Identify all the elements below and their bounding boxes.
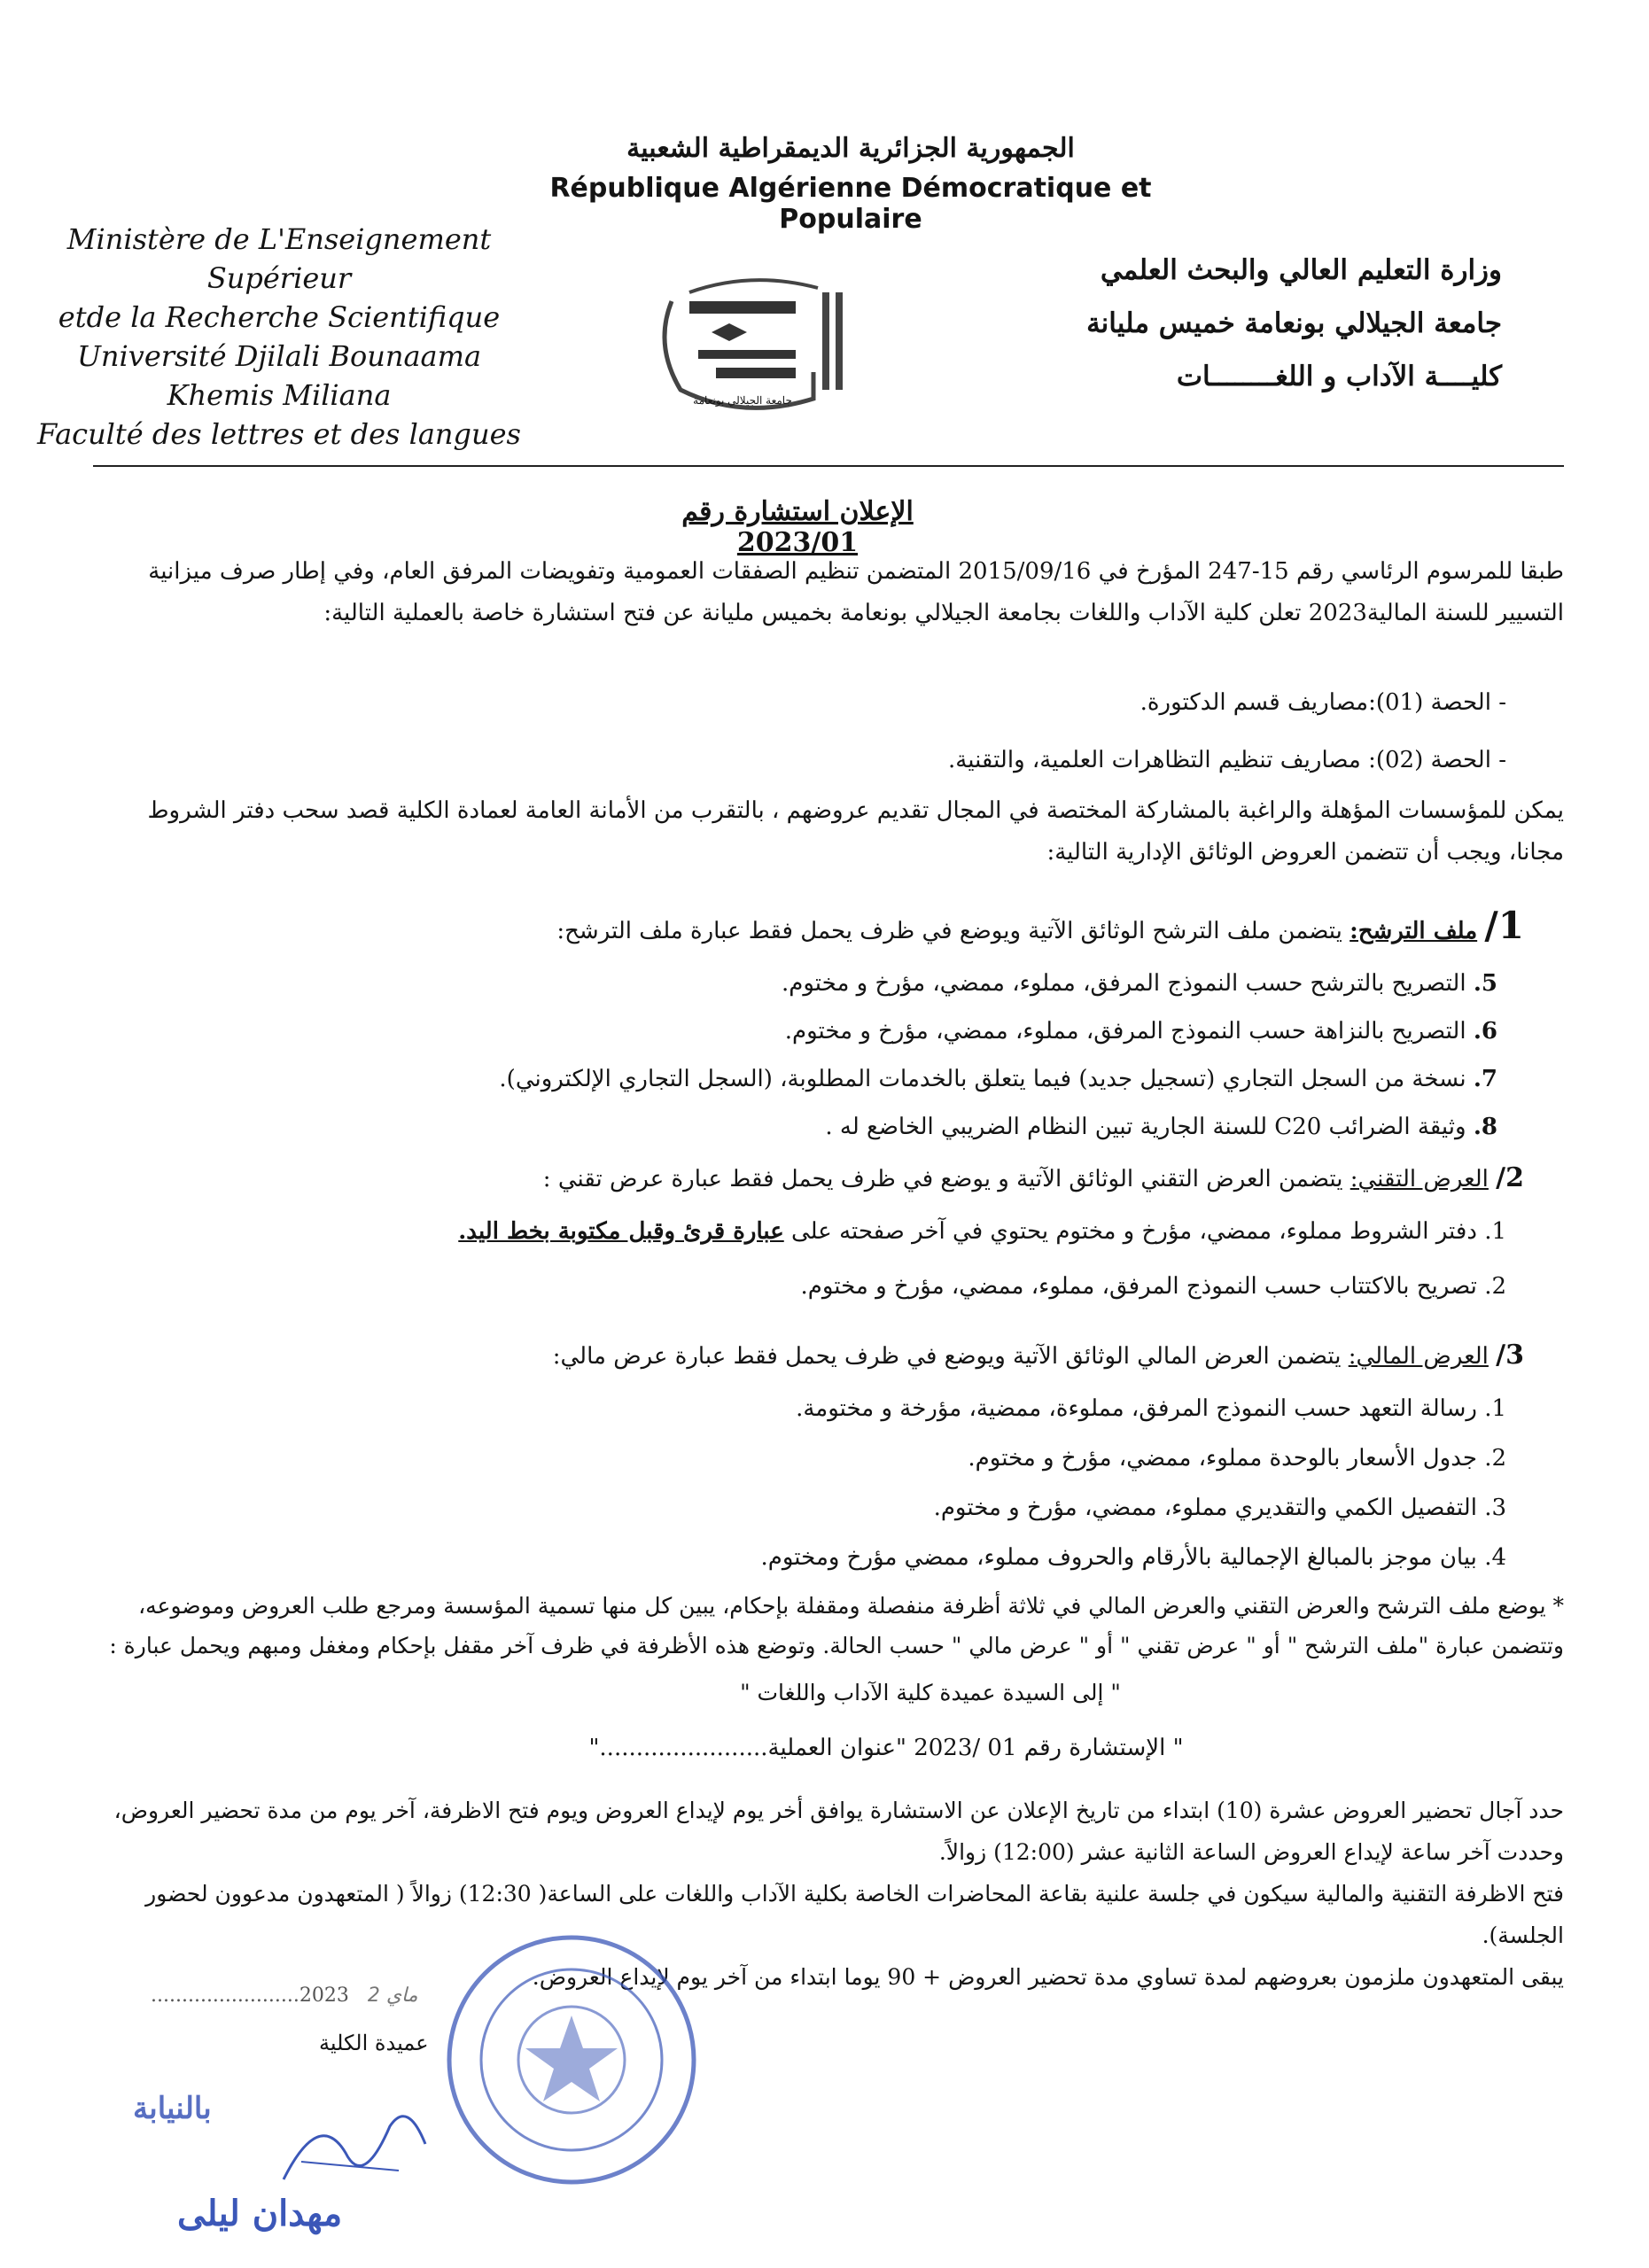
lot-text: الحصة (02): مصاريف تنظيم التظاهرات العلمية، والتقنية. [948, 747, 1491, 773]
ministry-block-ar [1063, 244, 1502, 403]
list-item [266, 1109, 1497, 1157]
item-text: بيان موجز بالمبالغ الإجمالية بالأرقام والحروف مملوء، ممضي مؤرخ ومختوم. [760, 1544, 1477, 1571]
stamp-icon [443, 1931, 700, 2188]
faculty-line-ar: كليــــة الآداب و اللغــــــــات [1176, 361, 1502, 392]
item-number: 1. [1484, 1218, 1506, 1245]
deadline-paragraph: حدد آجال تحضير العروض عشرة (10) ابتداء من تاريخ الإعلان عن الاستشارة يوافق أخر يوم لإيداع العروض ويوم فتح الاظرفة، آخر يوم من مدة تحضير العروض، [113, 1798, 1564, 1823]
section-number: 2/ [1496, 1162, 1524, 1193]
item-number: 8. [1473, 1114, 1497, 1140]
date-line-text: ........................2023 [151, 1984, 349, 2007]
section-desc: يتضمن العرض المالي الوثائق الآتية ويوضع في ظرف يحمل فقط عبارة عرض مالي: [552, 1343, 1349, 1370]
envelope-reference: " الإستشارة رقم 01 /2023 "عنوان العملية......................." [588, 1735, 1184, 1761]
republic-title-fr: République Algérienne Démocratique et Populaire [549, 173, 1152, 235]
date-handwritten: ماي 2 [367, 1984, 418, 2007]
deposit-hour-paragraph: وحددت آخر ساعة لإيداع العروض الساعة الثانية عشر (12:00) زوالاً. [938, 1839, 1564, 1865]
list-item [266, 1061, 1497, 1109]
lot-item: - الحصة (02): مصاريف تنظيم التظاهرات العلمية، والتقنية. [948, 747, 1506, 773]
republic-title-ar: الجمهورية الجزائرية الديمقراطية الشعبية [626, 133, 1075, 164]
handwritten-signature [266, 2091, 443, 2197]
section-title: ملف الترشح: [1350, 918, 1478, 944]
announcement-title-text: الإعلان استشارة رقم 2023/01 [681, 496, 914, 558]
list-item [266, 1391, 1506, 1441]
university-line: Université Djilali Bounaama [76, 339, 482, 373]
list-item [266, 1214, 1506, 1269]
header-divider [93, 465, 1564, 467]
official-stamp [443, 1931, 700, 2188]
university-line-ar: جامعة الجيلالي بونعامة خميس مليانة [1086, 307, 1502, 339]
section-3-list [266, 1391, 1506, 1589]
opening-session-paragraph: فتح الاظرفة التقنية والمالية سيكون في جلسة علنية بقاعة المحاضرات الخاصة بكلية الآداب واللغات على الساعة( 12:30) زوالاً ( المتعهدون مدعوون لحضور الجلسة). [145, 1881, 1564, 1948]
logo-caption: جامعة الجيلالي بونعامة [693, 394, 792, 407]
item-number: 2. [1484, 1273, 1506, 1300]
item-number: 3. [1484, 1495, 1506, 1521]
eligibility-paragraph: يمكن للمؤسسات المؤهلة والراغبة بالمشاركة المختصة في المجال تقديم عروضهم ، بالتقرب من الأمانة العامة لعمادة الكلية قصد سحب دفتر الشروط مجانا، ويجب أن تتضمن العروض الوثائق الإدارية التالية: [147, 797, 1564, 866]
list-item [266, 1014, 1497, 1061]
envelope-addressee: " إلى السيدة عميدة كلية الآداب واللغات " [740, 1680, 1121, 1705]
faculty-line: Faculté des lettres et des langues [37, 417, 521, 451]
section-2-list [266, 1214, 1506, 1324]
item-text: التصريح بالترشح حسب النموذج المرفق، مملوء، ممضي، مؤرخ و مختوم. [782, 970, 1466, 997]
item-number: 5. [1473, 970, 1497, 997]
name-stamp: مهدان ليلى [177, 2193, 343, 2234]
list-item [266, 1540, 1506, 1589]
university-logo [636, 266, 867, 421]
list-item [266, 1490, 1506, 1540]
ministry-line: Ministère de L'Enseignement Supérieur [66, 222, 492, 295]
item-text: نسخة من السجل التجاري (تسجيل جديد) فيما يتعلق بالخدمات المطلوبة، (السجل التجاري الإلكتروني). [499, 1066, 1466, 1092]
item-text: وثيقة الضرائب C20 للسنة الجارية تبين النظام الضريبي الخاضع له . [825, 1114, 1466, 1140]
section-desc: يتضمن ملف الترشح الوثائق الآتية ويوضع في ظرف يحمل فقط عبارة ملف الترشح: [556, 918, 1350, 944]
intro-paragraph: طبقا للمرسوم الرئاسي رقم 15-247 المؤرخ في 2015/09/16 المتضمن تنظيم الصفقات العمومية وتفويضات المرفق العام، وفي إطار صرف ميزانية التسيير للسنة المالية2023 تعلن كلية الآداب واللغات بجامعة الجيلالي بونعامة بخميس مليانة عن فتح استشارة خاصة بالعملية التالية: [148, 558, 1564, 626]
section-number: 1/ [1484, 904, 1524, 947]
item-text: التفصيل الكمي والتقديري مملوء، ممضي، مؤرخ و مختوم. [933, 1495, 1477, 1521]
item-text: دفتر الشروط مملوء، ممضي، مؤرخ و مختوم يحتوي في آخر صفحته على [783, 1218, 1477, 1245]
ministry-block-fr [0, 220, 558, 454]
section-3-heading [266, 1338, 1524, 1374]
item-text: التصريح بالنزاهة حسب النموذج المرفق، مملوء، ممضي، مؤرخ و مختوم. [784, 1018, 1466, 1045]
list-item [266, 966, 1497, 1014]
section-title: العرض المالي: [1348, 1343, 1489, 1370]
date-line [151, 1984, 418, 2007]
list-item [266, 1269, 1506, 1324]
item-number: 6. [1473, 1018, 1497, 1045]
item-text: رسالة التعهد حسب النموذج المرفق، مملوءة، ممضية، مؤرخة و مختومة. [796, 1395, 1477, 1422]
section-1-list [266, 966, 1497, 1157]
item-number: 4. [1484, 1544, 1506, 1571]
section-desc: يتضمن العرض التقني الوثائق الآتية و يوضع في ظرف يحمل فقط عبارة عرض تقني : [542, 1166, 1350, 1192]
item-text-emphasis: عبارة قرئ وقبل مكتوبة بخط اليد. [458, 1218, 784, 1245]
lot-text: الحصة (01):مصاريف قسم الدكتورة. [1140, 689, 1491, 716]
section-title: العرض التقني: [1350, 1166, 1489, 1192]
section-1-heading [266, 904, 1524, 949]
closing-block [93, 1790, 1564, 1998]
ministry-line: etde la Recherche Scientifique [58, 300, 501, 334]
item-text: جدول الأسعار بالوحدة مملوء، ممضي، مؤرخ و مختوم. [968, 1445, 1477, 1472]
list-item [266, 1441, 1506, 1490]
validity-paragraph: يبقى المتعهدون ملزمون بعروضهم لمدة تساوي مدة تحضير العروض + 90 يوما ابتداء من آخر يوم لإيداع العروض. [532, 1964, 1564, 1990]
lot-item: - الحصة (01):مصاريف قسم الدكتورة. [1140, 689, 1506, 716]
city-line: Khemis Miliana [167, 378, 392, 412]
item-number: 1. [1484, 1395, 1506, 1422]
envelope-paragraph: * يوضع ملف الترشح والعرض التقني والعرض المالي في ثلاثة أظرفة منفصلة ومقفلة بإحكام، يبين كل منها تسمية المؤسسة ومرجع طلب العروض وموضوعه، وتتضمن عبارة "ملف الترشح " أو " عرض تقني " أو " عرض مالي " حسب الحالة. وتوضع هذه الأظرفة في ظرف آخر مقفل بإحكام ومغفل ومبهم ويحمل عبارة : [109, 1593, 1564, 1658]
section-number: 3/ [1496, 1340, 1524, 1371]
ministry-line-ar: وزارة التعليم العالي والبحث العلمي [1100, 254, 1502, 286]
item-text: تصريح بالاكتتاب حسب النموذج المرفق، مملوء، ممضي، مؤرخ و مختوم. [800, 1273, 1477, 1300]
announcement-title [620, 496, 975, 558]
stamp-text-label: بالنيابة [133, 2091, 212, 2126]
lots-list [532, 682, 1506, 781]
section-2-heading [266, 1161, 1524, 1197]
signatory-title: عميدة الكلية [319, 2031, 429, 2055]
signature-stroke-icon [266, 2091, 443, 2197]
item-number: 2. [1484, 1445, 1506, 1472]
item-number: 7. [1473, 1066, 1497, 1092]
stamp-text [133, 2091, 212, 2126]
